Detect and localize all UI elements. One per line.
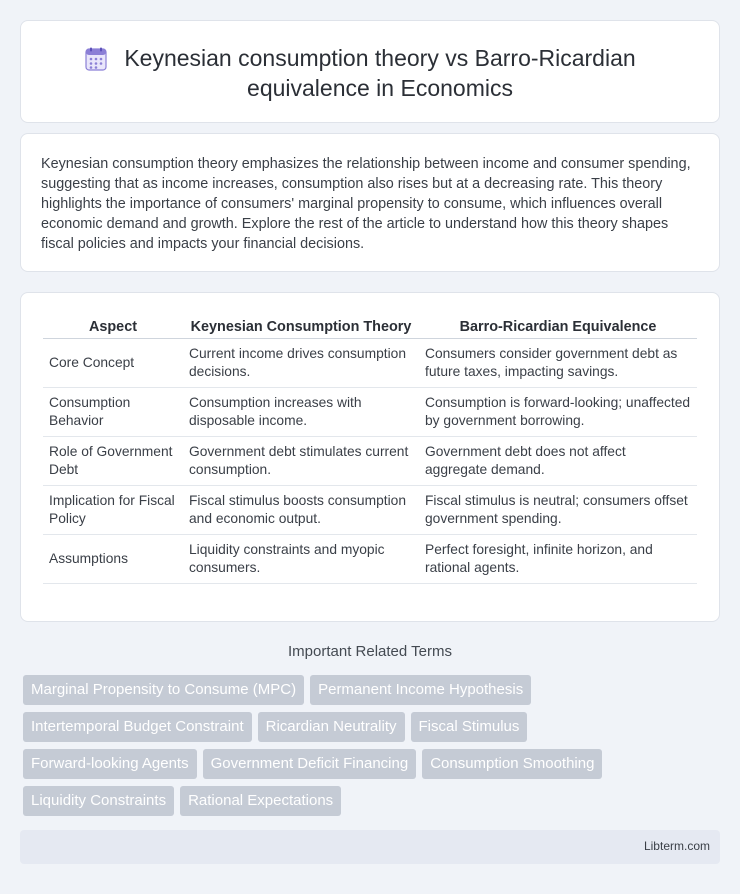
table-cell-barro-ricardian: Government debt does not affect aggregate demand. — [419, 437, 697, 486]
footer-site-link[interactable]: Libterm.com — [643, 839, 710, 853]
table-row — [43, 486, 697, 535]
table-cell-keynesian: Government debt stimulates current consumption. — [183, 437, 419, 486]
footer-bar — [20, 830, 720, 864]
related-term-tag[interactable]: Rational Expectations — [180, 786, 341, 816]
table-cell-barro-ricardian: Fiscal stimulus is neutral; consumers offset government spending. — [419, 486, 697, 535]
table-cell-barro-ricardian: Perfect foresight, infinite horizon, and rational agents. — [419, 535, 697, 584]
related-term-tag[interactable]: Forward-looking Agents — [23, 749, 197, 779]
page-title: Keynesian consumption theory vs Barro-Ricardian equivalence in Economics — [124, 45, 636, 101]
table-row — [43, 437, 697, 486]
column-header-keynesian: Keynesian Consumption Theory — [183, 317, 419, 339]
table-header-row — [43, 317, 697, 339]
column-header-barro-ricardian: Barro-Ricardian Equivalence — [419, 317, 697, 339]
table-cell-keynesian: Fiscal stimulus boosts consumption and economic output. — [183, 486, 419, 535]
table-cell-aspect: Role of Government Debt — [43, 437, 183, 486]
related-term-tag[interactable]: Intertemporal Budget Constraint — [23, 712, 252, 742]
related-term-tag[interactable]: Government Deficit Financing — [203, 749, 417, 779]
title-card — [20, 20, 720, 123]
intro-card — [20, 133, 720, 272]
column-header-aspect: Aspect — [43, 317, 183, 339]
intro-paragraph: Keynesian consumption theory emphasizes the relationship between income and consumer spending, suggesting that as income increases, consumption also rises but at a decreasing rate. This theory highlights the importance of consumers' marginal propensity to consume, which influences overall economic demand and growth. Explore the rest of the article to understand how this theory shapes fiscal policies and impacts your financial decisions. — [41, 156, 691, 252]
table-cell-aspect: Consumption Behavior — [43, 388, 183, 437]
table-cell-aspect: Core Concept — [43, 339, 183, 388]
table-cell-keynesian: Current income drives consumption decisions. — [183, 339, 419, 388]
table-row — [43, 388, 697, 437]
related-term-tag[interactable]: Fiscal Stimulus — [411, 712, 528, 742]
table-cell-aspect: Assumptions — [43, 535, 183, 584]
related-term-tag[interactable]: Marginal Propensity to Consume (MPC) — [23, 675, 304, 705]
table-row — [43, 339, 697, 388]
table-cell-keynesian: Consumption increases with disposable income. — [183, 388, 419, 437]
related-terms-heading: Important Related Terms — [288, 643, 452, 660]
table-cell-aspect: Implication for Fiscal Policy — [43, 486, 183, 535]
related-terms-list — [23, 675, 723, 823]
table-cell-keynesian: Liquidity constraints and myopic consumers. — [183, 535, 419, 584]
comparison-table — [43, 317, 697, 584]
table-cell-barro-ricardian: Consumption is forward-looking; unaffected by government borrowing. — [419, 388, 697, 437]
table-row — [43, 535, 697, 584]
related-term-tag[interactable]: Consumption Smoothing — [422, 749, 602, 779]
related-term-tag[interactable]: Ricardian Neutrality — [258, 712, 405, 742]
comparison-card — [20, 292, 720, 622]
related-term-tag[interactable]: Liquidity Constraints — [23, 786, 174, 816]
related-term-tag[interactable]: Permanent Income Hypothesis — [310, 675, 531, 705]
table-cell-barro-ricardian: Consumers consider government debt as future taxes, impacting savings. — [419, 339, 697, 388]
